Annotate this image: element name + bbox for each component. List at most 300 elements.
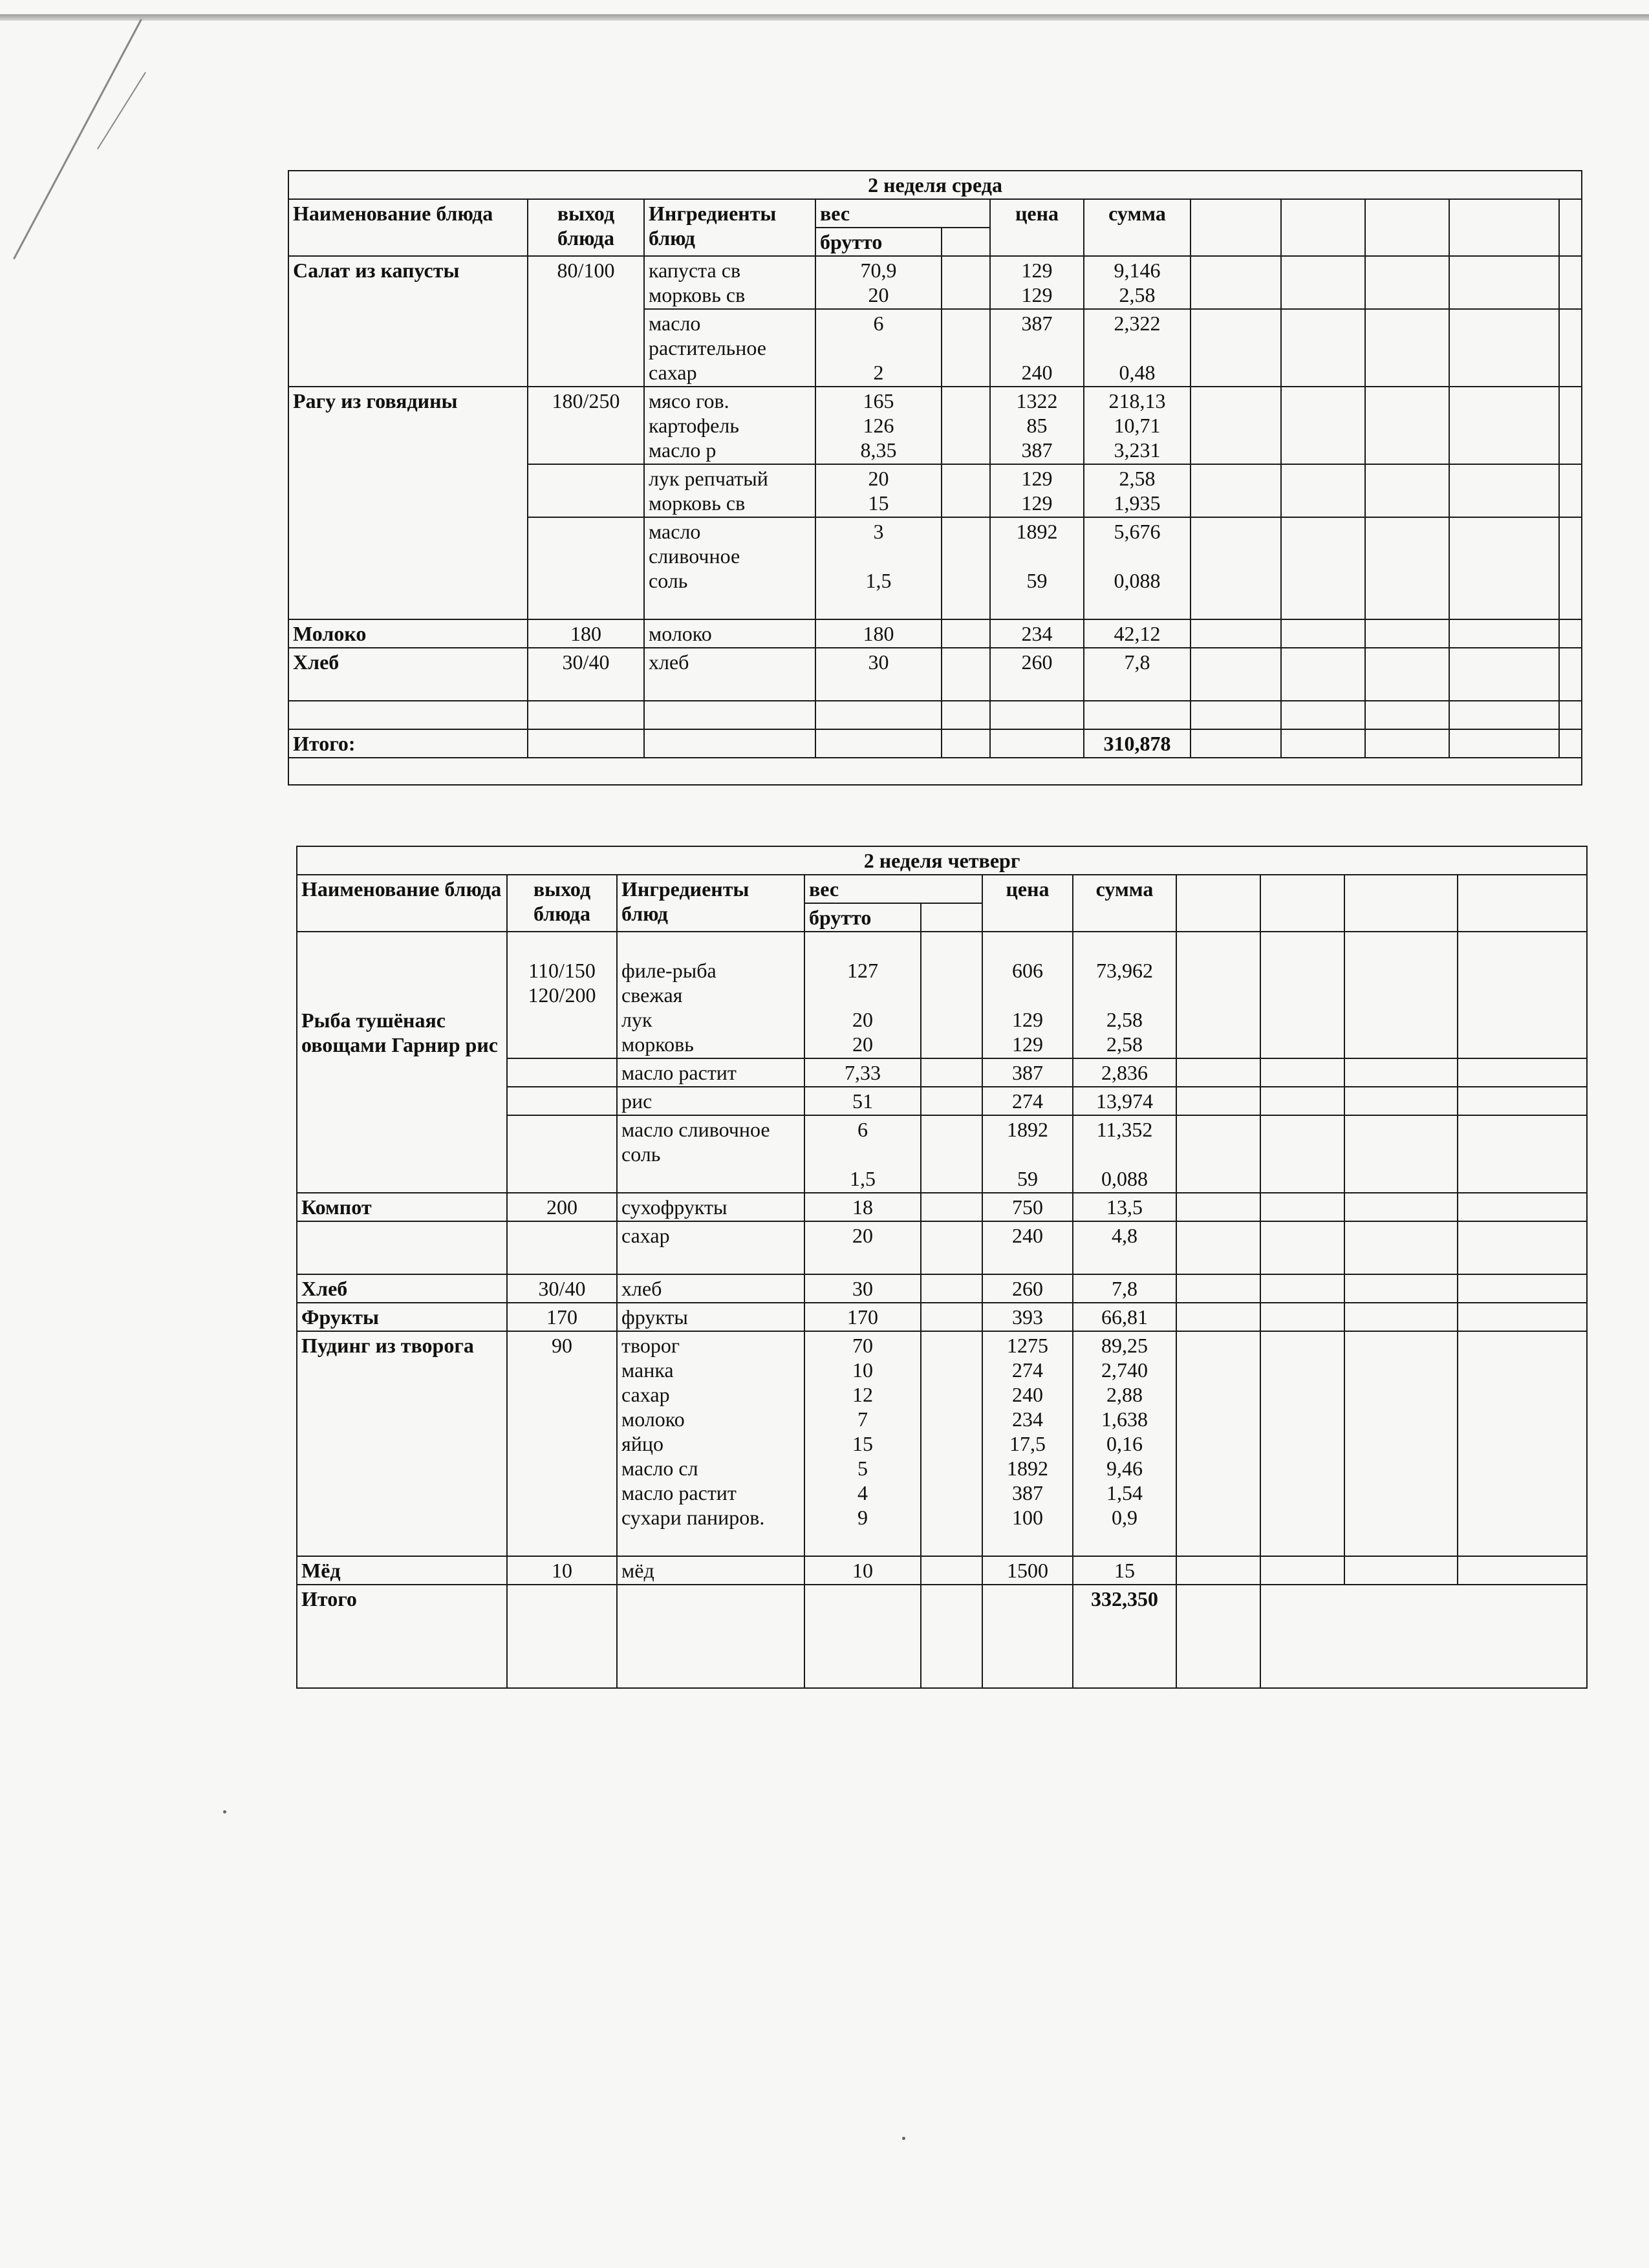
empty-cell xyxy=(1559,199,1582,256)
weight-line: 12 xyxy=(852,1383,873,1406)
empty-cell xyxy=(1191,309,1281,387)
price-line xyxy=(995,674,1079,699)
header-yield: выход блюда xyxy=(507,875,617,932)
empty-cell xyxy=(1449,464,1559,517)
table-row xyxy=(288,256,1582,309)
weight-line: 20 xyxy=(852,1008,873,1031)
price xyxy=(982,1274,1073,1303)
price xyxy=(982,1193,1073,1221)
sum-line xyxy=(1077,934,1172,958)
sum-line xyxy=(1077,1248,1172,1272)
ingredient-line: картофель xyxy=(649,414,739,437)
price-line xyxy=(987,934,1068,958)
weight xyxy=(804,1274,921,1303)
weight-line xyxy=(820,703,937,727)
header-ingredients: Ингредиенты блюд xyxy=(644,199,815,256)
sum xyxy=(1084,464,1191,517)
dish-name: Рагу из говядины xyxy=(288,387,528,619)
weight-line: 20 xyxy=(852,1032,873,1056)
weight xyxy=(815,648,942,701)
weight xyxy=(815,517,942,619)
empty-cell xyxy=(1344,1115,1458,1193)
price-line: 606 xyxy=(1012,959,1043,982)
price xyxy=(990,309,1084,387)
empty-cell xyxy=(1260,1193,1344,1221)
empty-cell xyxy=(1344,1221,1458,1274)
ingredient-line: морковь xyxy=(621,1032,694,1056)
ingredient-line: масло сливочное xyxy=(621,1118,770,1141)
sum-line: 2,740 xyxy=(1101,1358,1148,1382)
weight-line: 15 xyxy=(868,491,889,515)
empty-cell xyxy=(507,1115,617,1193)
price-line: 387 xyxy=(1021,438,1053,462)
empty-cell xyxy=(1281,729,1365,758)
empty-cell xyxy=(1260,1115,1344,1193)
total-label: Итого: xyxy=(288,729,528,758)
empty-cell xyxy=(1191,387,1281,464)
ingredient-line: мясо гов. xyxy=(649,389,729,412)
empty-cell xyxy=(982,1585,1073,1688)
empty-cell xyxy=(921,1058,982,1087)
empty-cell xyxy=(1281,701,1365,729)
empty-cell xyxy=(921,1331,982,1556)
empty-cell xyxy=(288,758,1582,785)
sum-line: 0,9 xyxy=(1112,1506,1137,1529)
empty-cell xyxy=(1176,1331,1260,1556)
empty-cell xyxy=(507,1058,617,1087)
empty-cell xyxy=(921,903,982,932)
sum xyxy=(1073,1193,1176,1221)
ingredient-line: морковь св xyxy=(649,283,746,306)
price-line: 240 xyxy=(1012,1224,1043,1247)
sum-line: 2,322 xyxy=(1114,312,1161,335)
price-line: 129 xyxy=(1012,1032,1043,1056)
weight xyxy=(815,309,942,387)
weight-line: 126 xyxy=(863,414,894,437)
sum-line: 7,8 xyxy=(1112,1277,1137,1300)
ingredient-line: хлеб xyxy=(621,1277,662,1300)
table-row xyxy=(288,758,1582,785)
sum-line: 13,974 xyxy=(1096,1089,1153,1113)
sum xyxy=(1073,1221,1176,1274)
empty-cell xyxy=(1260,1331,1344,1556)
price-line: 240 xyxy=(1012,1383,1043,1406)
empty-cell xyxy=(1559,619,1582,648)
empty-cell xyxy=(1344,1303,1458,1331)
menu-table-wednesday xyxy=(288,170,1582,786)
sum-line xyxy=(1088,703,1186,727)
sum-line: 218,13 xyxy=(1108,389,1166,412)
empty-cell xyxy=(528,464,644,517)
empty-cell xyxy=(1260,932,1344,1058)
dish-yield-line: 120/200 xyxy=(528,983,596,1007)
weight-line xyxy=(820,674,937,699)
weight xyxy=(815,464,942,517)
dish-yield xyxy=(528,701,644,729)
price-line xyxy=(987,1248,1068,1272)
weight xyxy=(815,387,942,464)
ingredient-line: морковь св xyxy=(649,491,746,515)
price xyxy=(982,1087,1073,1115)
empty-cell xyxy=(1260,1058,1344,1087)
empty-cell xyxy=(942,256,990,309)
price xyxy=(990,517,1084,619)
empty-cell xyxy=(1260,875,1344,932)
dish-yield: 10 xyxy=(507,1556,617,1585)
ingredient-line xyxy=(621,1248,800,1272)
scan-mark xyxy=(97,72,146,149)
empty-cell xyxy=(1191,256,1281,309)
weight-line: 70,9 xyxy=(860,259,897,282)
price-line: 100 xyxy=(1012,1506,1043,1529)
dish-yield: 170 xyxy=(507,1303,617,1331)
ingredient xyxy=(644,619,815,648)
ingredient-line: яйцо xyxy=(621,1432,663,1455)
empty-cell xyxy=(1281,648,1365,701)
empty-cell xyxy=(921,1221,982,1274)
weight-line: 5 xyxy=(857,1457,868,1480)
price-line: 234 xyxy=(1021,622,1053,645)
sum xyxy=(1084,648,1191,701)
dish-name xyxy=(297,932,507,1193)
scan-edge xyxy=(0,14,1649,21)
empty-cell xyxy=(942,228,990,256)
sum-line: 2,88 xyxy=(1106,1383,1143,1406)
price xyxy=(982,1331,1073,1556)
sum-line: 0,088 xyxy=(1101,1167,1148,1190)
sum-line: 1,935 xyxy=(1114,491,1161,515)
ingredient xyxy=(617,1331,804,1556)
sum xyxy=(1073,1274,1176,1303)
weight xyxy=(804,1193,921,1221)
weight xyxy=(804,932,921,1058)
empty-cell xyxy=(528,517,644,619)
empty-cell xyxy=(1365,464,1449,517)
weight xyxy=(804,1087,921,1115)
empty-cell xyxy=(644,729,815,758)
ingredient xyxy=(644,309,815,387)
empty-cell xyxy=(1176,1556,1260,1585)
ingredient-line: сахар xyxy=(621,1224,670,1247)
sum-line: 3,231 xyxy=(1114,438,1161,462)
empty-cell xyxy=(1260,1556,1344,1585)
price xyxy=(990,464,1084,517)
empty-cell xyxy=(1365,648,1449,701)
price-line: 1892 xyxy=(1007,1457,1048,1480)
empty-cell xyxy=(1260,1221,1344,1274)
weight-line: 18 xyxy=(852,1195,873,1219)
weight-line: 8,35 xyxy=(860,438,897,462)
ingredient-line: молоко xyxy=(649,622,712,645)
price-line: 129 xyxy=(1021,491,1053,515)
empty-cell xyxy=(1281,387,1365,464)
empty-cell xyxy=(1559,256,1582,309)
empty-cell xyxy=(1559,309,1582,387)
sum-line: 89,25 xyxy=(1101,1334,1148,1357)
price-line: 1500 xyxy=(1007,1559,1048,1582)
header-name: Наименование блюда xyxy=(297,875,507,932)
price-line: 393 xyxy=(1012,1305,1043,1329)
price-line: 85 xyxy=(1026,414,1048,437)
total-row xyxy=(297,1585,1587,1688)
weight-line: 70 xyxy=(852,1334,873,1357)
empty-cell xyxy=(815,729,942,758)
ingredient-line xyxy=(649,703,811,727)
price-line: 129 xyxy=(1021,467,1053,490)
empty-cell xyxy=(1458,1221,1587,1274)
weight-line: 15 xyxy=(852,1432,873,1455)
price-line: 1892 xyxy=(1016,520,1058,543)
price xyxy=(982,1058,1073,1087)
sum xyxy=(1073,1058,1176,1087)
ingredient-line: фрукты xyxy=(621,1305,688,1329)
ingredient-line: капуста св xyxy=(649,259,741,282)
empty-cell xyxy=(1458,1193,1587,1221)
weight-line: 30 xyxy=(852,1277,873,1300)
price-line: 260 xyxy=(1012,1277,1043,1300)
empty-cell xyxy=(1449,309,1559,387)
empty-cell xyxy=(1344,1331,1458,1556)
table-title: 2 неделя среда xyxy=(288,171,1582,199)
weight xyxy=(804,1221,921,1274)
weight-line: 180 xyxy=(863,622,894,645)
header-sum: сумма xyxy=(1084,199,1191,256)
sum-line: 2,58 xyxy=(1119,467,1156,490)
price-line: 129 xyxy=(1021,283,1053,306)
header-sum: сумма xyxy=(1073,875,1176,932)
header-gross: брутто xyxy=(815,228,942,256)
ingredient-line: сахар xyxy=(649,361,697,384)
sum xyxy=(1073,1331,1176,1556)
sum xyxy=(1084,619,1191,648)
ingredient-line: масло xyxy=(649,312,701,335)
ingredient-line xyxy=(649,593,811,617)
empty-cell xyxy=(1281,309,1365,387)
empty-cell xyxy=(1559,387,1582,464)
ingredient xyxy=(617,1087,804,1115)
empty-cell xyxy=(1260,1087,1344,1115)
empty-cell xyxy=(1344,1193,1458,1221)
empty-cell xyxy=(1281,619,1365,648)
price-line: 129 xyxy=(1021,259,1053,282)
sum-line: 2,58 xyxy=(1106,1008,1143,1031)
price xyxy=(982,932,1073,1058)
weight-line xyxy=(809,1142,916,1166)
weight-line: 7 xyxy=(857,1407,868,1431)
ingredient-line xyxy=(621,934,800,958)
empty-cell xyxy=(1176,1087,1260,1115)
empty-cell xyxy=(1281,199,1365,256)
weight-line: 20 xyxy=(868,467,889,490)
weight-line: 51 xyxy=(852,1089,873,1113)
weight xyxy=(804,1556,921,1585)
weight-line xyxy=(809,934,916,958)
empty-cell xyxy=(1365,387,1449,464)
weight xyxy=(804,1331,921,1556)
empty-cell xyxy=(921,1193,982,1221)
price-line: 59 xyxy=(1017,1167,1038,1190)
weight xyxy=(815,256,942,309)
empty-cell xyxy=(1449,729,1559,758)
weight-line: 6 xyxy=(873,312,884,335)
price-line xyxy=(995,336,1079,360)
table-row xyxy=(297,1274,1587,1303)
empty-cell xyxy=(617,1585,804,1688)
empty-cell xyxy=(1449,517,1559,619)
sum xyxy=(1084,701,1191,729)
empty-cell xyxy=(921,1274,982,1303)
ingredient-line: сухари паниров. xyxy=(621,1506,765,1529)
weight-line xyxy=(820,544,937,568)
dish-yield: 90 xyxy=(507,1331,617,1556)
ingredient-line: рис xyxy=(621,1089,652,1113)
ingredient xyxy=(617,1556,804,1585)
weight-line xyxy=(809,1530,916,1554)
header-ingredients: Ингредиенты блюд xyxy=(617,875,804,932)
sum xyxy=(1073,1556,1176,1585)
dish-yield xyxy=(507,1221,617,1274)
speck xyxy=(223,1810,226,1813)
empty-cell xyxy=(942,464,990,517)
ingredient-line: масло сл xyxy=(621,1457,698,1480)
table-row xyxy=(288,387,1582,464)
header-weight: вес xyxy=(815,199,990,228)
weight-line: 170 xyxy=(847,1305,878,1329)
total-label: Итого xyxy=(297,1585,507,1688)
ingredient-line: сухофрукты xyxy=(621,1195,727,1219)
sum-line xyxy=(1088,593,1186,617)
scan-mark xyxy=(13,19,142,259)
price-line xyxy=(987,1530,1068,1554)
price-line: 240 xyxy=(1021,361,1053,384)
empty-cell xyxy=(1260,1303,1344,1331)
empty-cell xyxy=(1365,309,1449,387)
empty-cell xyxy=(942,729,990,758)
price-line: 387 xyxy=(1021,312,1053,335)
header-name: Наименование блюда xyxy=(288,199,528,256)
sum-line: 0,48 xyxy=(1119,361,1156,384)
weight-line xyxy=(809,983,916,1007)
sum xyxy=(1073,1087,1176,1115)
weight-line xyxy=(820,593,937,617)
dish-name: Мёд xyxy=(297,1556,507,1585)
weight-line: 20 xyxy=(852,1224,873,1247)
price-line xyxy=(995,593,1079,617)
header-price: цена xyxy=(990,199,1084,256)
price-line: 274 xyxy=(1012,1358,1043,1382)
empty-cell xyxy=(1449,387,1559,464)
weight xyxy=(804,1115,921,1193)
empty-cell xyxy=(1458,1058,1587,1087)
weight-line: 30 xyxy=(868,650,889,674)
empty-cell xyxy=(1281,464,1365,517)
dish-name-text: Рыба тушёнаяс овощами Гарнир рис xyxy=(301,1009,498,1056)
weight-line: 3 xyxy=(873,520,884,543)
empty-cell xyxy=(1176,932,1260,1058)
ingredient-line: соль xyxy=(621,1142,661,1166)
price-line: 260 xyxy=(1021,650,1053,674)
empty-cell xyxy=(1191,517,1281,619)
price xyxy=(990,387,1084,464)
weight-line: 6 xyxy=(857,1118,868,1141)
dish-yield-line xyxy=(512,934,612,958)
empty-cell xyxy=(921,932,982,1058)
table-row xyxy=(297,932,1587,1058)
empty-cell xyxy=(1176,1585,1260,1688)
ingredient xyxy=(617,1193,804,1221)
sum-line: 5,676 xyxy=(1114,520,1161,543)
ingredient-line: свежая xyxy=(621,983,683,1007)
empty-cell xyxy=(942,517,990,619)
empty-cell xyxy=(1344,1087,1458,1115)
sum-line: 15 xyxy=(1114,1559,1135,1582)
total-row xyxy=(288,729,1582,758)
dish-name: Салат из капусты xyxy=(288,256,528,387)
empty-cell xyxy=(1458,1556,1587,1585)
empty-cell xyxy=(921,1115,982,1193)
empty-cell xyxy=(1344,1274,1458,1303)
sum-line xyxy=(1088,544,1186,568)
price-line: 1322 xyxy=(1016,389,1058,412)
empty-cell xyxy=(1281,256,1365,309)
empty-cell xyxy=(1176,1058,1260,1087)
sum-line xyxy=(1077,1530,1172,1554)
ingredient-line: сахар xyxy=(621,1383,670,1406)
empty-cell xyxy=(1176,1274,1260,1303)
dish-name: Молоко xyxy=(288,619,528,648)
ingredient-line: молоко xyxy=(621,1407,685,1431)
dish-yield: 200 xyxy=(507,1193,617,1221)
empty-cell xyxy=(1176,1303,1260,1331)
price xyxy=(982,1556,1073,1585)
table-row xyxy=(297,1193,1587,1221)
empty-cell xyxy=(942,619,990,648)
sum-line: 7,8 xyxy=(1124,650,1150,674)
ingredient-line: масло р xyxy=(649,438,717,462)
empty-cell xyxy=(1191,619,1281,648)
price-line: 387 xyxy=(1012,1481,1043,1504)
weight-line xyxy=(820,336,937,360)
empty-cell xyxy=(1458,1087,1587,1115)
dish-yield: 30/40 xyxy=(507,1274,617,1303)
empty-cell xyxy=(1458,932,1587,1058)
empty-cell xyxy=(1559,729,1582,758)
price-line: 274 xyxy=(1012,1089,1043,1113)
ingredient-line: филе-рыба xyxy=(621,959,717,982)
empty-cell xyxy=(1344,1058,1458,1087)
empty-cell xyxy=(1176,875,1260,932)
sum-line: 10,71 xyxy=(1114,414,1161,437)
price-line: 1275 xyxy=(1007,1334,1048,1357)
price xyxy=(990,619,1084,648)
ingredient xyxy=(644,701,815,729)
ingredient xyxy=(617,1058,804,1087)
empty-cell xyxy=(1365,199,1449,256)
dish-yield: 30/40 xyxy=(528,648,644,701)
ingredient xyxy=(644,256,815,309)
ingredient xyxy=(644,517,815,619)
price xyxy=(982,1115,1073,1193)
empty-cell xyxy=(1458,1115,1587,1193)
price-line: 59 xyxy=(1026,569,1048,592)
ingredient-line: масло растит xyxy=(621,1061,737,1084)
empty-cell xyxy=(804,1585,921,1688)
price-line xyxy=(995,544,1079,568)
empty-cell xyxy=(942,648,990,701)
header-gross: брутто xyxy=(804,903,921,932)
empty-cell xyxy=(1458,1331,1587,1556)
price-line: 750 xyxy=(1012,1195,1043,1219)
